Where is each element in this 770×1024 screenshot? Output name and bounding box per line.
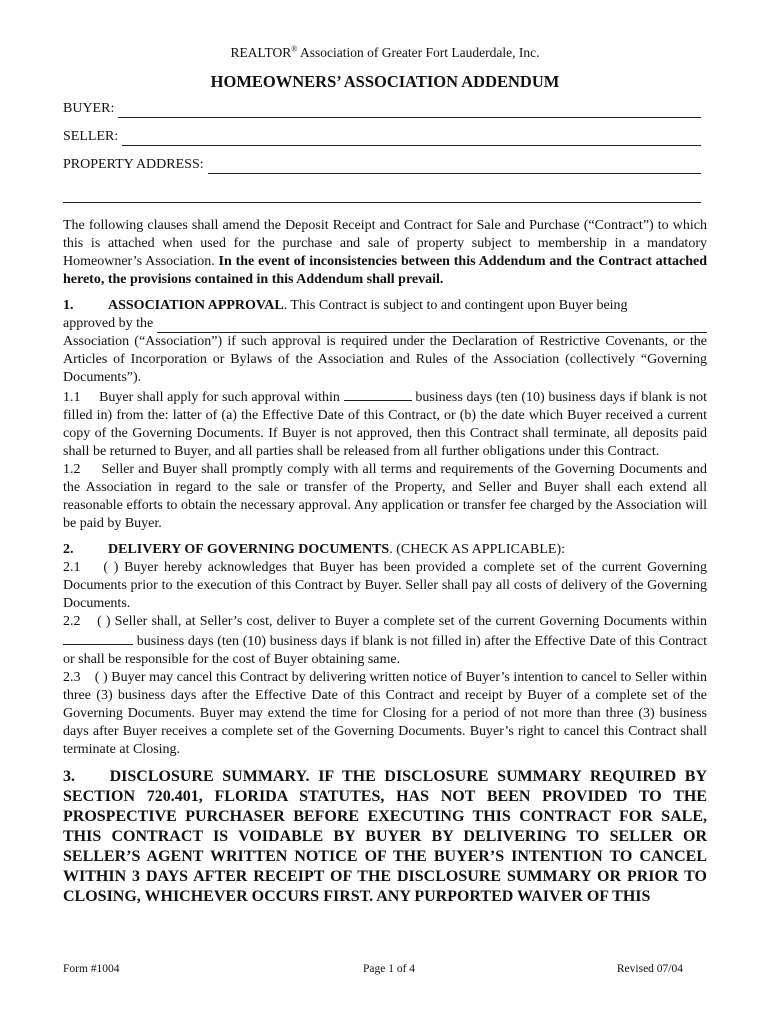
section-2-heading-line (63, 541, 707, 559)
property-address-label: PROPERTY ADDRESS: (63, 157, 204, 172)
association-line (63, 44, 707, 62)
clause-2-1 (63, 559, 707, 613)
intro-text: The following clauses shall amend the Deposit Receipt and Contract for Sale and Purchase (“Contract”) to which this is attached when used for the purchase and sale of property subject to membership in a mandatory Homeowner’s Association. (63, 218, 707, 269)
clause-2-3-checkbox[interactable]: ( ) (94, 670, 108, 685)
section-3 (63, 767, 707, 907)
approved-by-label: approved by the (63, 316, 154, 331)
clause-1-1-number: 1.1 (63, 390, 81, 405)
clause-1-1-text-a: Buyer shall apply for such approval within (99, 390, 340, 405)
seller-label: SELLER: (63, 129, 119, 144)
association-suffix: Association of Greater Fort Lauderdale, Inc. (297, 45, 540, 60)
section-2-number: 2. (63, 542, 74, 557)
intro-paragraph (63, 217, 707, 289)
clause-1-2 (63, 461, 707, 533)
clause-1-2-text: Seller and Buyer shall promptly comply with all terms and requirements of the Governing Documents and the Association in regard to the sale or transfer of the Property, and Seller and Buyer shall each extend all reasonable efforts to obtain the necessary approval. Any application or transfer fee charged by the Association will be paid by Buyer. (63, 462, 707, 531)
clause-2-3 (63, 669, 707, 759)
property-address-input-line[interactable] (208, 159, 701, 174)
document-body (63, 44, 707, 907)
form-number: Form #1004 (63, 963, 120, 975)
approval-days-input-line[interactable] (344, 387, 412, 401)
intro-bold-text: In the event of inconsistencies between this Addendum and the Contract attached hereto, the provisions contained in this Addendum shall prevail. (63, 254, 707, 287)
section-3-number: 3. (63, 768, 75, 785)
clause-2-1-number: 2.1 (63, 560, 81, 575)
clause-2-2 (63, 613, 707, 669)
clause-2-1-text: Buyer hereby acknowledges that Buyer has been provided a complete set of the current Governing Documents prior to the execution of this Contract by Buyer. Seller shall pay all costs of delivery of the Governing Documents. (63, 560, 708, 611)
clause-2-2-text-a: Seller shall, at Seller’s cost, deliver to Buyer a complete set of the current Governing Documents within (114, 614, 708, 629)
section-2-heading-suffix: . (CHECK AS APPLICABLE): (389, 542, 566, 557)
section-1-body: Association (“Association”) if such approval is required under the Declaration of Restrictive Covenants, or the Articles of Incorporation or Bylaws of the Association and Rules of the Association (collectively “Governing Documents”). (63, 334, 707, 385)
page-number: Page 1 of 4 (363, 963, 416, 975)
approved-by-row (63, 315, 707, 333)
seller-field-row (63, 128, 707, 146)
delivery-days-input-line[interactable] (63, 631, 133, 645)
clause-2-1-checkbox[interactable]: ( ) (103, 560, 119, 575)
clause-1-1-text-b: business days (ten (10) business days if blank is not filled in) from the: latter of (a) the Effective Date of this Contract, or (b) the date which Buyer received a current copy of the Governing Documents. If Buyer is not approved, then this Contract shall terminate, all deposits paid shall be returned to Buyer, and all parties shall be released from all further obligations under this Contract. (63, 390, 707, 459)
clause-2-3-text: Buyer may cancel this Contract by delivering written notice of Buyer’s intention to cancel to Seller within three (3) business days after the Effective Date of this Contract and receipt by Buyer of a complete set of the Governing Documents. Buyer may extend the time for Closing for a period of not more than three (3) business days after Buyer receives a complete set of the Governing Documents. Buyer’s right to cancel this Contract shall terminate at Closing. (63, 670, 708, 757)
section-2-heading: DELIVERY OF GOVERNING DOCUMENTS (108, 542, 390, 557)
revision-date: Revised 07/04 (616, 963, 683, 975)
association-name-input-line[interactable] (157, 319, 707, 333)
association-prefix: REALTOR (230, 45, 292, 60)
section-3-text: DISCLOSURE SUMMARY. IF THE DISCLOSURE SUMMARY REQUIRED BY SECTION 720.401, FLORIDA STATUTES, HAS NOT BEEN PROVIDED TO THE PROSPECTIVE PURCHASER BEFORE EXECUTING THIS CONTRACT FOR SALE, THIS CONTRACT IS VOIDABLE BY BUYER BY DELIVERING TO SELLER OR SELLER’S AGENT WRITTEN NOTICE OF THE BUYER’S INTENTION TO CANCEL WITHIN 3 DAYS AFTER RECEIPT OF THE DISCLOSURE SUMMARY OR PRIOR TO CLOSING, WHICHEVER OCCURS FIRST. ANY PURPORTED WAIVER OF THIS (63, 768, 708, 905)
section-1 (63, 297, 707, 533)
clause-2-2-text-b: business days (ten (10) business days if blank is not filled in) after the Effective Date of this Contract or shall be responsible for the cost of Buyer obtaining same. (63, 634, 707, 667)
buyer-label: BUYER: (63, 101, 115, 116)
property-address-continuation-line[interactable] (63, 188, 701, 203)
buyer-field-row (63, 100, 707, 118)
buyer-input-line[interactable] (118, 103, 701, 118)
clause-1-2-number: 1.2 (63, 462, 81, 477)
clause-2-3-number: 2.3 (63, 670, 81, 685)
section-1-heading-line (63, 297, 707, 315)
registered-mark: ® (291, 44, 298, 54)
seller-input-line[interactable] (122, 131, 701, 146)
section-2 (63, 541, 707, 759)
section-1-heading: ASSOCIATION APPROVAL (108, 298, 284, 313)
property-field-row (63, 156, 707, 174)
clause-2-2-checkbox[interactable]: ( ) (97, 614, 111, 629)
section-1-text: . This Contract is subject to and contingent upon Buyer being (283, 298, 628, 313)
clause-2-2-number: 2.2 (63, 614, 81, 629)
section-1-number: 1. (63, 298, 74, 313)
document-title: HOMEOWNERS’ ASSOCIATION ADDENDUM (210, 72, 560, 91)
clause-1-1 (63, 387, 707, 461)
